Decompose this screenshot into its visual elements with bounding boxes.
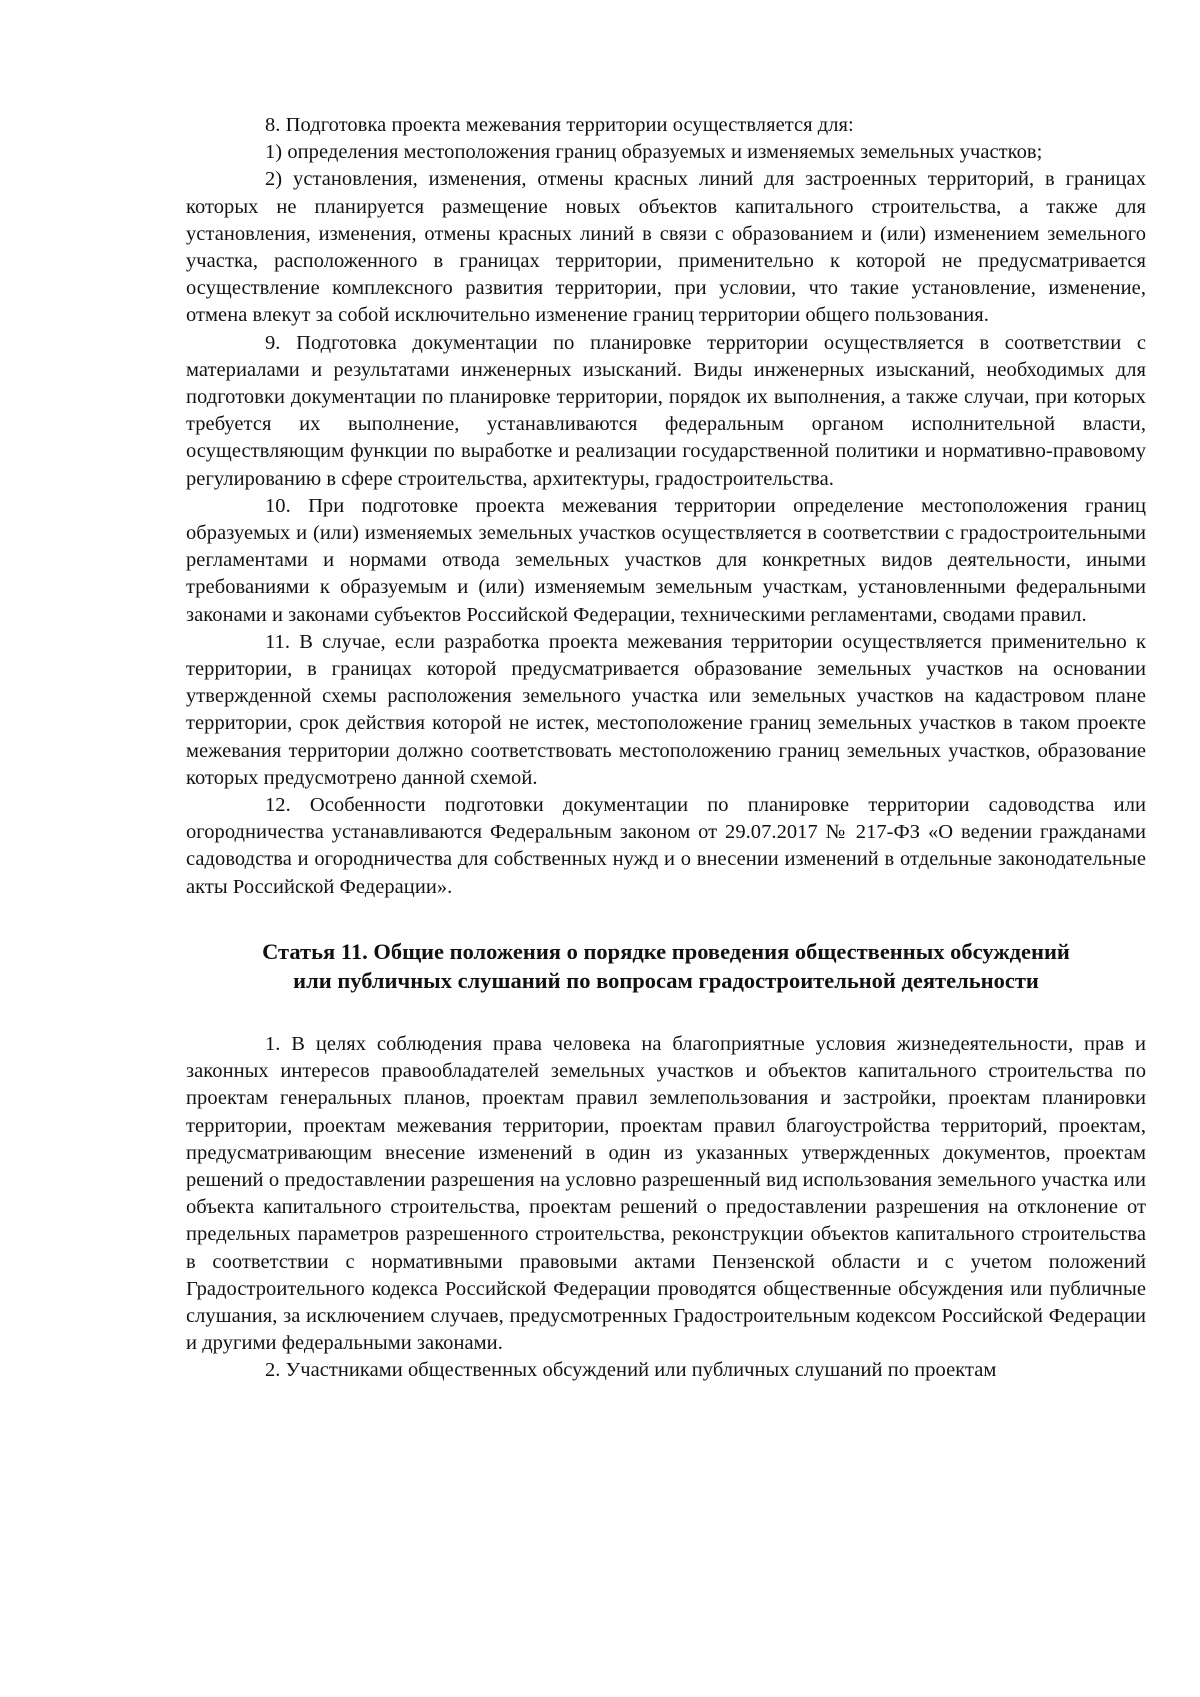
paragraph-8-item-1: 1) определения местоположения границ образуемых и изменяемых земельных участков; [265, 141, 1043, 164]
article-11-paragraph-2: 2. Участниками общественных обсуждений или публичных слушаний по проектам [265, 1359, 997, 1382]
article-heading-line-2: или публичных слушаний по вопросам градостроительной деятельности [293, 967, 1039, 993]
document-page [186, 112, 1146, 1385]
paragraph-9: 9. Подготовка документации по планировке территории осуществляется в соответствии с материалами и результатами инженерных изысканий. Виды инженерных изысканий, необходимых для подготовки документации по планировке территории, порядок их выполнения, а также случаи, при которых требуется их выполнение, устанавливаются федеральным органом исполнительной власти, осуществляющим функции по выработке и реализации государственной политики и нормативно-правовому регулированию в сфере строительства, архитектуры, градостроительства. [186, 331, 1146, 490]
paragraph-8-item-2: 2) установления, изменения, отмены красных линий для застроенных территорий, в границах которых не планируется размещение новых объектов капитального строительства, а также для установления, изменения, отмены красных линий в связи с образованием и (или) изменением земельного участка, расположенного в границах территории, применительно к которой не предусматривается осуществление комплексного развития территории, при условии, что такие установление, изменение, отмена влекут за собой исключительно изменение границ территории общего пользования. [186, 168, 1146, 327]
article-11-heading [186, 937, 1146, 995]
paragraph-11: 11. В случае, если разработка проекта межевания территории осуществляется применительно к территории, в границах которой предусматривается образование земельных участков на основании утвержденной схемы расположения земельного участка или земельных участков на кадастровом плане территории, срок действия которой не истек, местоположение границ земельных участков в таком проекте межевания территории должно соответствовать местоположению границ земельных участков, образование которых предусмотрено данной схемой. [186, 630, 1146, 789]
paragraph-8: 8. Подготовка проекта межевания территории осуществляется для: [265, 114, 854, 136]
paragraph-12: 12. Особенности подготовки документации по планировке территории садоводства или огородничества устанавливаются Федеральным законом от 29.07.2017 № 217-ФЗ «О ведении гражданами садоводства и огородничества для собственных нужд и о внесении изменений в отдельные законодательные акты Российской Федерации». [186, 794, 1146, 898]
paragraph-10: 10. При подготовке проекта межевания территории определение местоположения границ образуемых и (или) изменяемых земельных участков осуществляется в соответствии с градостроительными регламентами и нормами отвода земельных участков для конкретных видов деятельности, иными требованиями к образуемым и (или) изменяемым земельным участкам, установленными федеральными законами и законами субъектов Российской Федерации, техническими регламентами, сводами правил. [186, 494, 1146, 626]
article-heading-line-1: Статья 11. Общие положения о порядке проведения общественных обсуждений [262, 938, 1070, 964]
article-11-paragraph-1: 1. В целях соблюдения права человека на благоприятные условия жизнедеятельности, прав и законных интересов правообладателей земельных участков и объектов капитального строительства по проектам генеральных планов, проектам правил землепользования и застройки, проектам планировки территории, проектам межевания территории, проектам правил благоустройства территорий, проектам, предусматривающим внесение изменений в один из указанных утвержденных документов, проектам решений о предоставлении разрешения на условно разрешенный вид использования земельного участка или объекта капитального строительства, проектам решений о предоставлении разрешения на отклонение от предельных параметров разрешенного строительства, реконструкции объектов капитального строительства в соответствии с нормативными правовыми актами Пензенской области и с учетом положений Градостроительного кодекса Российской Федерации проводятся общественные обсуждения или публичные слушания, за исключением случаев, предусмотренных Градостроительным кодексом Российской Федерации и другими федеральными законами. [186, 1032, 1146, 1355]
